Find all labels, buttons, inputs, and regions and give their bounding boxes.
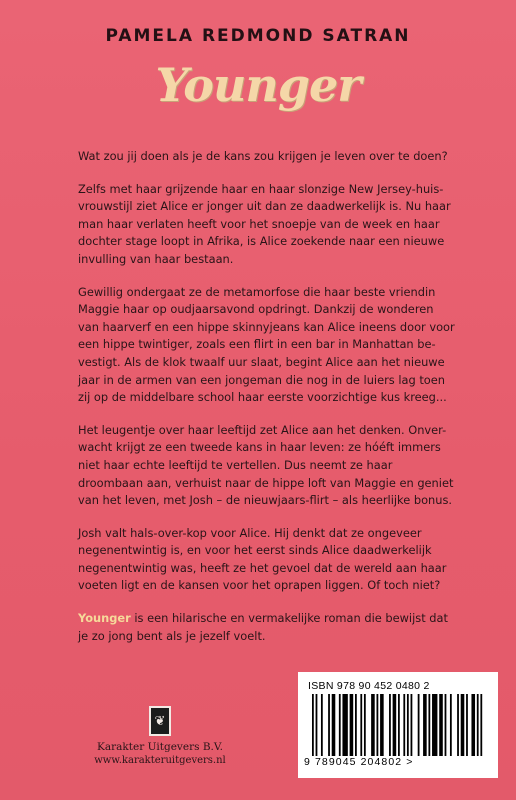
blurb-title-highlight: Younger (78, 611, 131, 626)
publisher-block (70, 706, 250, 767)
author-name: PAMELA REDMOND SATRAN (105, 26, 411, 46)
blurb-paragraph-5-text: is een hilarische en vermakelijke roman die bewijst dat je zo jong bent als je jezelf voelt. (78, 611, 448, 643)
blurb (78, 148, 458, 660)
book-title: Younger (155, 58, 361, 112)
publisher-url: www.karakteruitgevers.nl (94, 755, 226, 766)
blurb-paragraph-3: Het leugentje over haar leeftijd zet Alice aan het denken. Onver-wacht krijgt ze een tweede kans in haar leven: ze hóéft immers niet haar echte leeftijd te vertellen. Dus neemt ze haar droombaan aan, verhuist naar de hippe loft van Maggie en geniet van het leven, met Josh – de nieuwjaars-flirt – als heerlijke bonus. (78, 422, 454, 508)
blurb-paragraph-1: Zelfs met haar grijzende haar en haar slonzige New Jersey-huis-vrouwstijl ziet Alice er jonger uit dan ze daadwerkelijk is. Nu haar man haar verlaten heeft voor het snoepje van de week en haar dochter stage loopt in Afrika, is Alice zoekende naar een nieuwe invulling van haar bestaan. (78, 181, 451, 266)
barcode-digits: 9 789045 204802 > (304, 756, 414, 768)
blurb-lead: Wat zou jij doen als je de kans zou krijgen je leven over te doen? (78, 149, 448, 163)
barcode-box (298, 672, 498, 778)
isbn-label: ISBN 978 90 452 0480 2 (308, 680, 430, 692)
blurb-paragraph-2: Gewillig ondergaat ze de metamorfose die haar beste vriendin Maggie haar op oudjaarsavond opdringt. Dankzij de wonderen van haarverf en een hippe skinnyjeans kan Alice ineens door voor een hippe twintiger, zoals een flirt in een bar in Manhattan be-vestigt. Als de klok twaalf uur slaat, begint Alice aan het nieuwe jaar in de armen van een jongeman die nog in de luiers lag toen zij op de middelbare school haar eerste voorzichtige kus kreeg... (78, 284, 455, 405)
barcode-icon (312, 694, 484, 756)
publisher-logo-icon: ❦ (149, 706, 171, 736)
publisher-name: Karakter Uitgevers B.V. (97, 741, 223, 753)
blurb-paragraph-5 (78, 610, 458, 645)
blurb-paragraph-4: Josh valt hals-over-kop voor Alice. Hij denkt dat ze ongeveer negenentwintig is, en voor het eerst sinds Alice daadwerkelijk negenentwintig was, heeft ze het gevoel dat de wereld aan haar voeten ligt en de kansen voor het oprapen liggen. Of toch niet? (78, 525, 447, 593)
